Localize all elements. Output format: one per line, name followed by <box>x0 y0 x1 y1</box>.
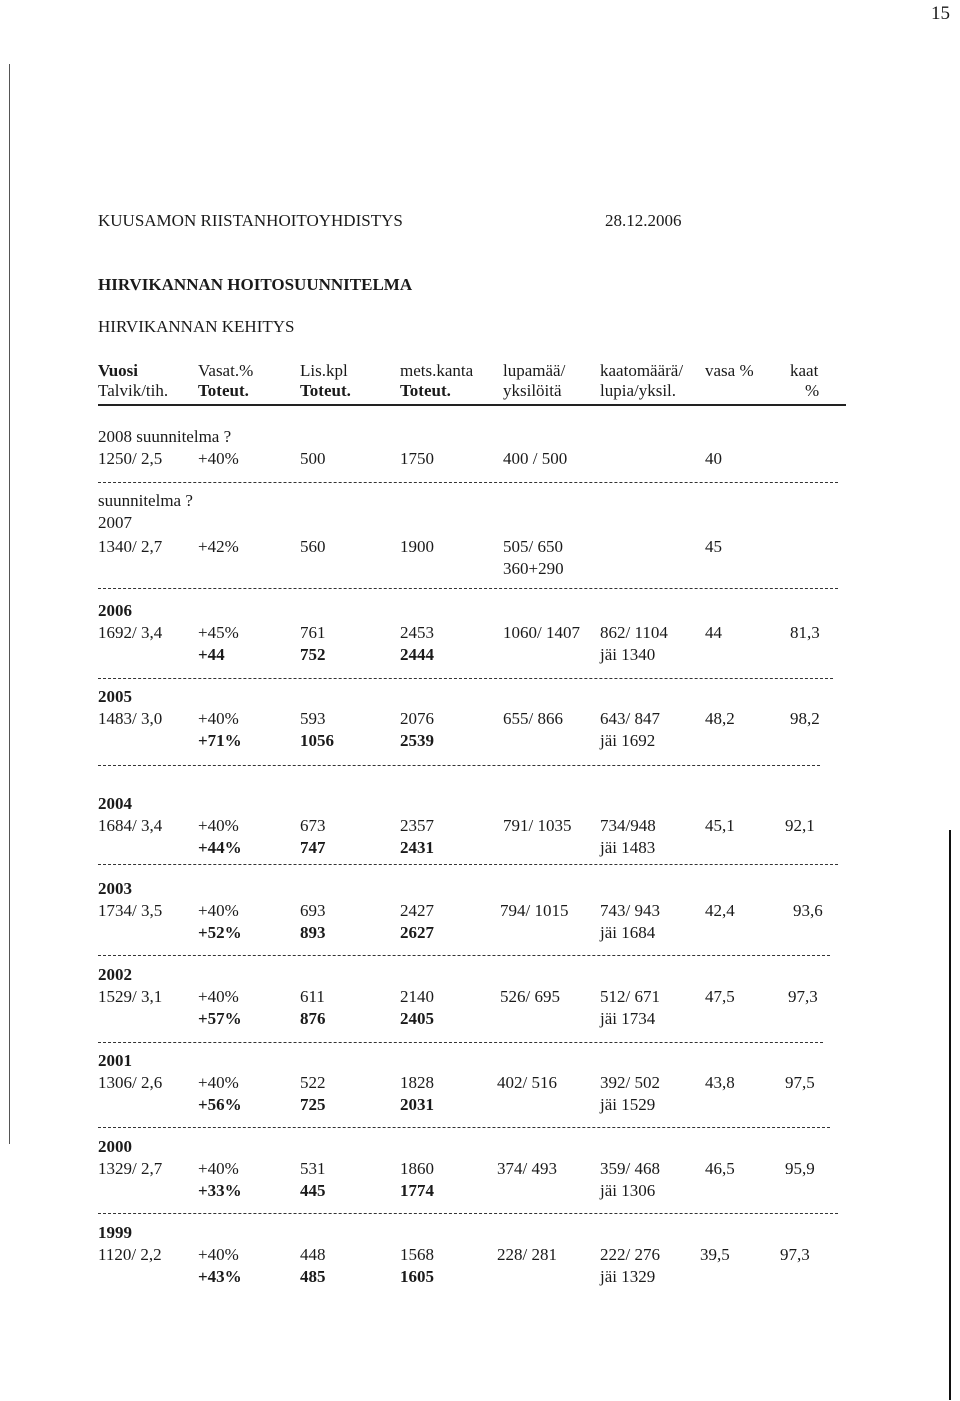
added-realized: 752 <box>300 645 326 664</box>
remaining-cell: jäi 1483 <box>600 838 656 857</box>
harvest-cell: 862/ 1104 <box>600 623 668 642</box>
added-target: 611 <box>300 987 325 1006</box>
stock-target: 2357 <box>400 816 434 835</box>
stock-realized: 2431 <box>400 838 434 857</box>
plan-2007-calf-pct: +42% <box>198 537 239 556</box>
calf-share-cell: 44 <box>705 623 722 642</box>
density-cell: 1684/ 3,4 <box>98 816 163 835</box>
header-rule <box>98 404 846 406</box>
stock-target: 2076 <box>400 709 434 728</box>
calf-share-cell: 48,2 <box>705 709 735 728</box>
calf-share-cell: 46,5 <box>705 1159 735 1178</box>
calf-pct-target: +40% <box>198 987 239 1006</box>
stock-realized: 2405 <box>400 1009 434 1028</box>
plan-2008-label: 2008 suunnitelma ? <box>98 427 232 446</box>
year-label: 2001 <box>98 1051 132 1070</box>
stock-target: 2427 <box>400 901 434 920</box>
calf-pct-target: +45% <box>198 623 239 642</box>
calf-pct-realized: +56% <box>198 1095 242 1114</box>
stock-realized: 2031 <box>400 1095 434 1114</box>
calf-pct-target: +40% <box>198 1245 239 1264</box>
density-cell: 1734/ 3,5 <box>98 901 163 920</box>
harvest-cell: 222/ 276 <box>600 1245 660 1264</box>
separator <box>98 482 838 483</box>
year-label: 1999 <box>98 1223 132 1242</box>
plan-2008-calf-pct: +40% <box>198 449 239 468</box>
added-realized: 876 <box>300 1009 326 1028</box>
remaining-cell: jäi 1734 <box>600 1009 656 1028</box>
stock-realized: 2627 <box>400 923 434 942</box>
added-target: 522 <box>300 1073 326 1092</box>
calf-share-cell: 47,5 <box>705 987 735 1006</box>
stock-target: 1828 <box>400 1073 434 1092</box>
year-label: 2000 <box>98 1137 132 1156</box>
harvest-pct-cell: 97,3 <box>780 1245 810 1264</box>
permits-cell: 655/ 866 <box>503 709 563 728</box>
separator <box>98 765 820 766</box>
added-realized: 747 <box>300 838 326 857</box>
harvest-pct-cell: 81,3 <box>790 623 820 642</box>
header-calf-share: vasa % <box>705 361 754 380</box>
calf-pct-target: +40% <box>198 1159 239 1178</box>
plan-2008-density: 1250/ 2,5 <box>98 449 163 468</box>
remaining-cell: jäi 1306 <box>600 1181 656 1200</box>
header-winter-density: Talvik/tih. <box>98 381 169 400</box>
year-label: 2005 <box>98 687 132 706</box>
density-cell: 1120/ 2,2 <box>98 1245 162 1264</box>
year-label: 2003 <box>98 879 132 898</box>
harvest-pct-cell: 95,9 <box>785 1159 815 1178</box>
harvest-cell: 512/ 671 <box>600 987 660 1006</box>
year-label: 2006 <box>98 601 132 620</box>
harvest-cell: 734/948 <box>600 816 656 835</box>
added-target: 531 <box>300 1159 326 1178</box>
calf-pct-target: +40% <box>198 709 239 728</box>
stock-target: 1860 <box>400 1159 434 1178</box>
plan-2008-permits: 400 / 500 <box>503 449 568 468</box>
plan-2007-added: 560 <box>300 537 326 556</box>
added-target: 448 <box>300 1245 326 1264</box>
header-realized-3: Toteut. <box>400 381 451 400</box>
calf-pct-realized: +52% <box>198 923 242 942</box>
added-target: 693 <box>300 901 326 920</box>
calf-share-cell: 43,8 <box>705 1073 735 1092</box>
plan-2007-permit-split: 360+290 <box>503 559 564 578</box>
harvest-pct-cell: 97,3 <box>788 987 818 1006</box>
harvest-pct-cell: 92,1 <box>785 816 815 835</box>
calf-pct-realized: +33% <box>198 1181 242 1200</box>
harvest-cell: 392/ 502 <box>600 1073 660 1092</box>
density-cell: 1529/ 3,1 <box>98 987 163 1006</box>
header-permits-individuals: lupia/yksil. <box>600 381 677 400</box>
organization-name: KUUSAMON RIISTANHOITOYHDISTYS <box>98 211 403 230</box>
remaining-cell: jäi 1684 <box>600 923 656 942</box>
stock-realized: 1774 <box>400 1181 434 1200</box>
calf-pct-target: +40% <box>198 901 239 920</box>
calf-pct-realized: +44 <box>198 645 225 664</box>
density-cell: 1306/ 2,6 <box>98 1073 163 1092</box>
harvest-pct-cell: 98,2 <box>790 709 820 728</box>
permits-cell: 374/ 493 <box>497 1159 557 1178</box>
added-realized: 485 <box>300 1267 326 1286</box>
calf-pct-realized: +43% <box>198 1267 242 1286</box>
document-title: HIRVIKANNAN HOITOSUUNNITELMA <box>98 275 413 294</box>
added-target: 761 <box>300 623 326 642</box>
added-realized: 445 <box>300 1181 326 1200</box>
harvest-pct-cell: 93,6 <box>793 901 823 920</box>
header-realized-2: Toteut. <box>300 381 351 400</box>
density-cell: 1692/ 3,4 <box>98 623 163 642</box>
harvest-cell: 359/ 468 <box>600 1159 660 1178</box>
permits-cell: 1060/ 1407 <box>503 623 580 642</box>
remaining-cell: jäi 1529 <box>600 1095 656 1114</box>
stock-target: 2453 <box>400 623 434 642</box>
calf-pct-target: +40% <box>198 1073 239 1092</box>
calf-pct-target: +40% <box>198 816 239 835</box>
plan-2007-calf-share: 45 <box>705 537 722 556</box>
separator <box>98 1127 830 1128</box>
header-harvest: kaatomäärä/ <box>600 361 684 380</box>
header-harvest-pct: kaat <box>790 361 819 380</box>
calf-pct-realized: +57% <box>198 1009 242 1028</box>
header-realized-1: Toteut. <box>198 381 249 400</box>
added-realized: 1056 <box>300 731 334 750</box>
calf-pct-realized: +44% <box>198 838 242 857</box>
scan-edge-line-right <box>949 830 951 1400</box>
separator <box>98 864 838 865</box>
permits-cell: 228/ 281 <box>497 1245 557 1264</box>
added-target: 593 <box>300 709 326 728</box>
calf-share-cell: 45,1 <box>705 816 735 835</box>
harvest-cell: 743/ 943 <box>600 901 660 920</box>
added-realized: 893 <box>300 923 326 942</box>
stock-realized: 2539 <box>400 731 434 750</box>
plan-2007-year: 2007 <box>98 513 132 532</box>
added-realized: 725 <box>300 1095 326 1114</box>
separator <box>98 955 830 956</box>
document-date: 28.12.2006 <box>605 211 682 230</box>
header-year: Vuosi <box>98 361 139 380</box>
stock-realized: 1605 <box>400 1267 434 1286</box>
plan-2007-density: 1340/ 2,7 <box>98 537 163 556</box>
stock-target: 2140 <box>400 987 434 1006</box>
page-number: 15 <box>931 3 950 24</box>
permits-cell: 791/ 1035 <box>503 816 572 835</box>
header-permits: lupamää/ <box>503 361 566 380</box>
permits-cell: 402/ 516 <box>497 1073 557 1092</box>
separator <box>98 1213 838 1214</box>
header-added-count: Lis.kpl <box>300 361 348 380</box>
header-calf-pct: Vasat.% <box>198 361 254 380</box>
permits-cell: 794/ 1015 <box>500 901 569 920</box>
header-percent: % <box>805 381 820 400</box>
plan-2007-label: suunnitelma ? <box>98 491 193 510</box>
section-title: HIRVIKANNAN KEHITYS <box>98 317 295 336</box>
scan-edge-line-left <box>9 64 10 1144</box>
calf-share-cell: 39,5 <box>700 1245 730 1264</box>
plan-2007-stock: 1900 <box>400 537 434 556</box>
harvest-pct-cell: 97,5 <box>785 1073 815 1092</box>
year-label: 2002 <box>98 965 132 984</box>
density-cell: 1483/ 3,0 <box>98 709 163 728</box>
plan-2008-stock: 1750 <box>400 449 434 468</box>
plan-2008-added: 500 <box>300 449 326 468</box>
plan-2007-permits: 505/ 650 <box>503 537 563 556</box>
remaining-cell: jäi 1692 <box>600 731 656 750</box>
separator <box>98 1042 823 1043</box>
separator <box>98 678 833 679</box>
header-individuals: yksilöitä <box>503 381 562 400</box>
stock-target: 1568 <box>400 1245 434 1264</box>
harvest-cell: 643/ 847 <box>600 709 660 728</box>
year-label: 2004 <box>98 794 132 813</box>
plan-2008-calf-share: 40 <box>705 449 722 468</box>
remaining-cell: jäi 1329 <box>600 1267 656 1286</box>
added-target: 673 <box>300 816 326 835</box>
calf-pct-realized: +71% <box>198 731 242 750</box>
separator <box>98 588 838 589</box>
calf-share-cell: 42,4 <box>705 901 735 920</box>
remaining-cell: jäi 1340 <box>600 645 656 664</box>
permits-cell: 526/ 695 <box>500 987 560 1006</box>
header-forest-stock: mets.kanta <box>400 361 474 380</box>
stock-realized: 2444 <box>400 645 434 664</box>
density-cell: 1329/ 2,7 <box>98 1159 163 1178</box>
